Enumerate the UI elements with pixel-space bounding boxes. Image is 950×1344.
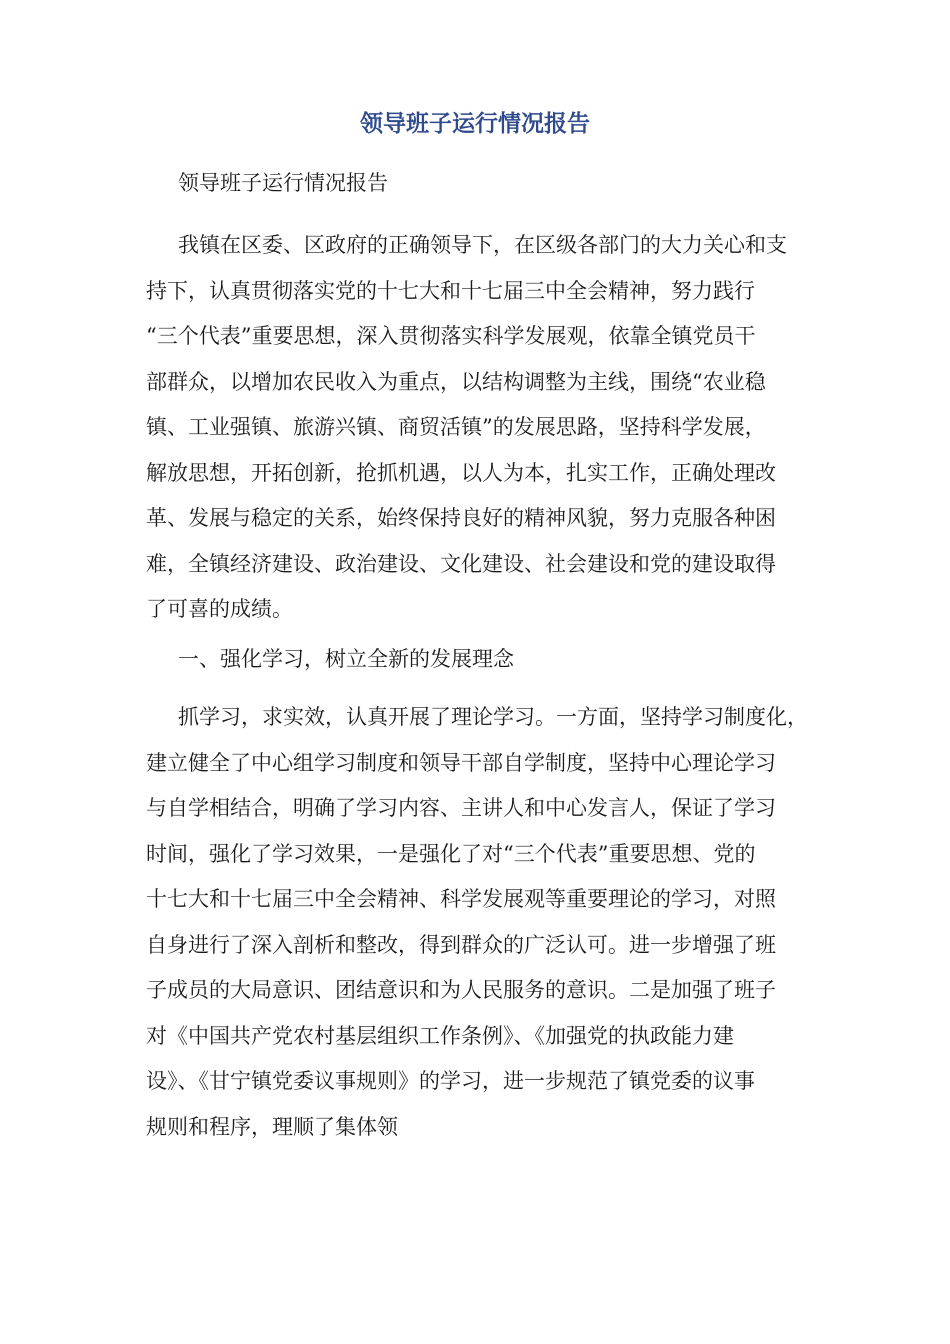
paragraph-line: 难，全镇经济建设、政治建设、文化建设、社会建设和党的建设取得 (146, 551, 776, 576)
paragraph-line: 解放思想，开拓创新，抢抓机遇，以人为本，扎实工作，正确处理改 (146, 460, 776, 485)
paragraph-line: 与自学相结合，明确了学习内容、主讲人和中心发言人，保证了学习 (146, 796, 776, 820)
paragraph-intro (146, 223, 826, 633)
paragraph-line: 革、发展与稳定的关系，始终保持良好的精神风貌，努力克服各种困 (146, 506, 776, 530)
section-heading: 一、强化学习，树立全新的发展理念 (178, 647, 514, 671)
paragraph-line: 抓学习，求实效，认真开展了理论学习。一方面，坚持学习制度化， (178, 705, 808, 729)
document-subtitle: 领导班子运行情况报告 (178, 171, 388, 195)
document-title: 领导班子运行情况报告 (360, 111, 590, 137)
paragraph-line: 子成员的大局意识、团结意识和为人民服务的意识。二是加强了班子 (146, 978, 776, 1002)
paragraph-line: 我镇在区委、区政府的正确领导下，在区级各部门的大力关心和支 (178, 233, 787, 257)
paragraph-line: 持下，认真贯彻落实党的十七大和十七届三中全会精神，努力践行 (146, 278, 755, 303)
paragraph-line: 对《中国共产党农村基层组织工作条例》、《加强党的执政能力建 (146, 1023, 734, 1048)
paragraph-line: “三个代表”重要思想，深入贯彻落实科学发展观，依靠全镇党员干 (146, 324, 756, 348)
paragraph-line: 规则和程序，理顺了集体领 (146, 1114, 398, 1139)
paragraph-line: 了可喜的成绩。 (146, 597, 293, 621)
paragraph-study (146, 695, 826, 1150)
paragraph-line: 十七大和十七届三中全会精神、科学发展观等重要理论的学习，对照 (146, 887, 776, 911)
paragraph-line: 设》、《甘宁镇党委议事规则》的学习，进一步规范了镇党委的议事 (146, 1069, 755, 1093)
paragraph-line: 镇、工业强镇、旅游兴镇、商贸活镇”的发展思路，坚持科学发展， (146, 415, 766, 439)
paragraph-line: 部群众，以增加农民收入为重点，以结构调整为主线，围绕“农业稳 (146, 369, 766, 394)
paragraph-line: 时间，强化了学习效果，一是强化了对“三个代表”重要思想、党的 (146, 841, 756, 866)
paragraph-line: 自身进行了深入剖析和整改，得到群众的广泛认可。进一步增强了班 (146, 932, 776, 957)
paragraph-line: 建立健全了中心组学习制度和领导干部自学制度，坚持中心理论学习 (146, 750, 776, 775)
